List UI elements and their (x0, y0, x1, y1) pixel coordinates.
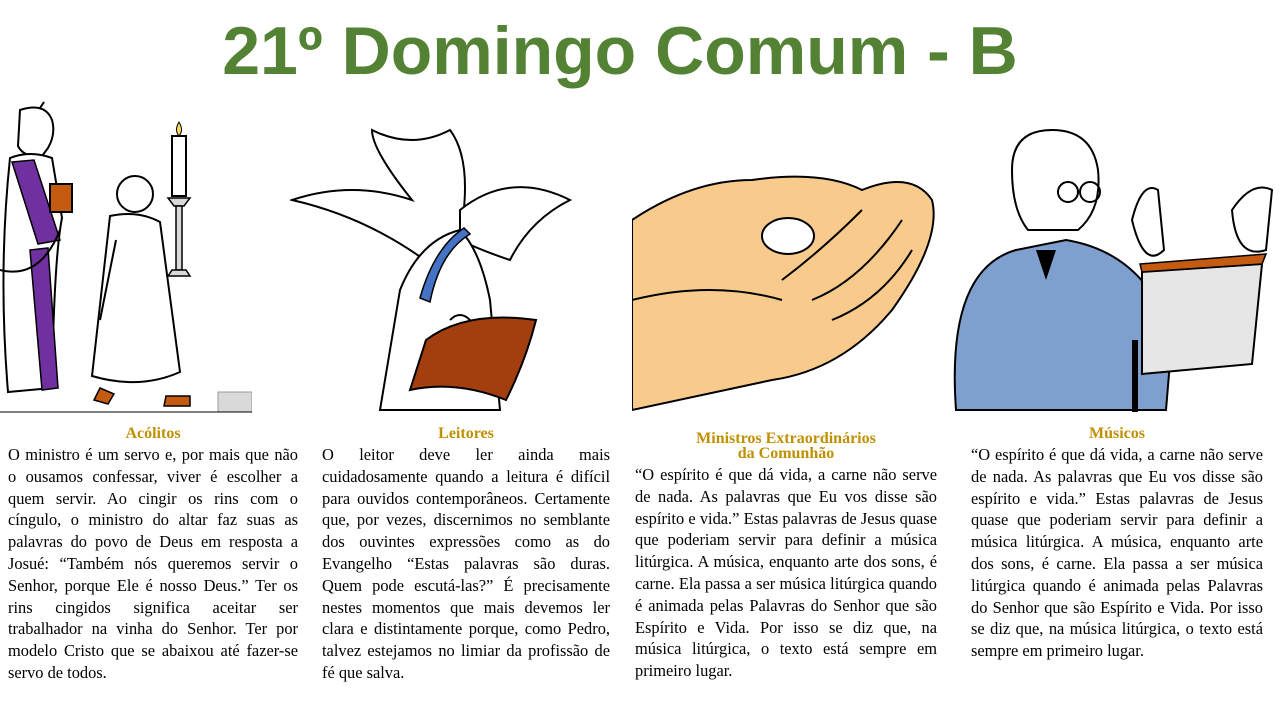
column-heading: Músicos (1089, 425, 1145, 442)
musician-illustration (952, 100, 1280, 414)
hands-illustration (632, 100, 942, 414)
column-text: O leitor deve ler ainda mais cuidadosamente quando a leitura é difícil para ouvidos contemporâneos. Certamente que, por vezes, discernimos no semblante dos ouvintes expressões como as do Evangelho “Estas palavras são duras. Quem pode escutá-las?” É precisamente nestes momentos que mais devemos ler clara e distintamente porque, como Pedro, talvez estejamos no limiar da profissão de fé que salva. (322, 445, 610, 682)
column-ministros (635, 424, 937, 682)
column-heading-line: da Comunhão (737, 445, 835, 462)
column-heading: Leitores (438, 425, 494, 442)
page-title: 21º Domingo Comum - B (222, 13, 1018, 89)
column-heading-line: Ministros Extraordinários (696, 430, 876, 447)
column-text: “O espírito é que dá vida, a carne não serve de nada. As palavras que Eu vos disse são espírito e vida.” Estas palavras de Jesus quase que poderiam servir para definir a música litúrgica. A música, enquanto arte dos sons, é carne. Ela passa a ser música litúrgica quando é animada pelas Palavras do Senhor que são Espírito e Vida. Por isso se diz que, na música litúrgica, o texto está sempre em primeiro lugar. (635, 465, 937, 681)
column-text: “O espírito é que dá vida, a carne não serve de nada. As palavras que Eu vos disse são espírito e vida.” Estas palavras de Jesus quase que poderiam servir para definir a música litúrgica. A música, enquanto arte dos sons, é carne. Ela passa a ser música litúrgica quando é animada pelas Palavras do Senhor que são Espírito e Vida. Por isso se diz que, na música litúrgica, o texto está sempre em primeiro lugar. (971, 445, 1263, 661)
column-text: O ministro é um servo e, por mais que não o ousamos confessar, viver é escolher a quem servir. Ao cingir os rins com o cíngulo, o ministro do altar faz suas as palavras do povo de Deus em resposta a Josué: “Também nós queremos servir o Senhor, porque Ele é nosso Deus.” Ter os rins cingidos significa aceitar ser trabalhador na vinha do Senhor. Ter por modelo Cristo que se abaixou até fazer-se servo de todos. (8, 445, 298, 682)
column-leitores (322, 424, 610, 684)
column-heading: Acólitos (125, 425, 181, 442)
altar-server-illustration (0, 100, 252, 414)
column-heading (635, 431, 937, 461)
column-musicos (971, 424, 1263, 662)
column-acolitos (8, 424, 298, 684)
reader-illustration (290, 100, 580, 414)
